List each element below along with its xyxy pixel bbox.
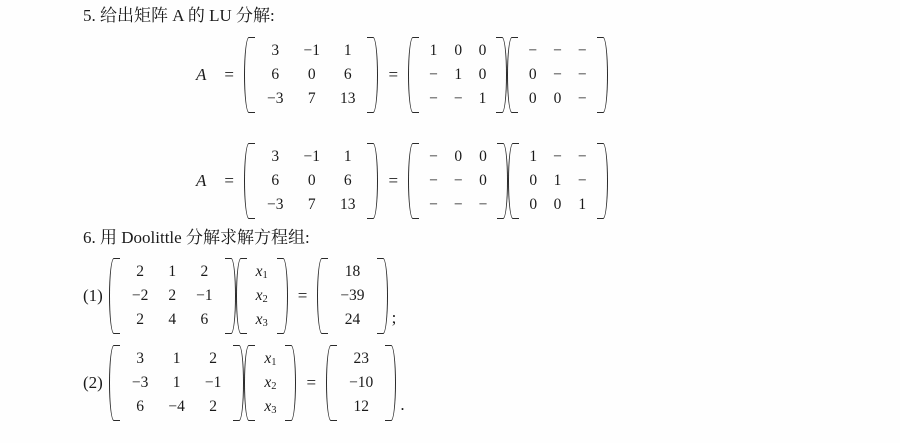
matrix-cell: 0 bbox=[528, 66, 537, 83]
matrix-label-A: A bbox=[196, 171, 207, 190]
matrix-cell: 0 bbox=[478, 66, 487, 83]
matrix-cell: 0 bbox=[528, 90, 537, 107]
matrix-cell: − bbox=[453, 172, 463, 189]
matrix-U bbox=[508, 143, 607, 219]
matrix-cell: − bbox=[577, 90, 587, 107]
item-label: (1) bbox=[83, 286, 103, 305]
matrix-cell: 0 bbox=[553, 196, 562, 213]
matrix-cell: − bbox=[429, 172, 438, 189]
matrix-cell: 0 bbox=[307, 66, 316, 83]
matrix-cell: 3 bbox=[136, 350, 144, 367]
equation-row-6-1 bbox=[83, 258, 396, 334]
matrix-cell: 1 bbox=[172, 350, 181, 367]
coefficient-matrix bbox=[109, 258, 236, 334]
equals-sign: = bbox=[388, 65, 399, 84]
matrix-cell: − bbox=[453, 90, 463, 107]
matrix-cell: − bbox=[553, 148, 562, 165]
matrix-cell: − bbox=[429, 148, 438, 165]
vector-cell: x3 bbox=[255, 311, 268, 329]
matrix-cell: 1 bbox=[529, 148, 538, 165]
matrix-cell: −3 bbox=[266, 90, 284, 107]
matrix-cell: 6 bbox=[343, 172, 352, 189]
equals-sign: = bbox=[306, 373, 317, 392]
matrix-cell: −1 bbox=[204, 374, 222, 391]
matrix-cell: 1 bbox=[578, 196, 587, 213]
vector-cell: x2 bbox=[255, 287, 268, 305]
matrix-cell: 6 bbox=[271, 172, 280, 189]
matrix-cell: −3 bbox=[131, 374, 149, 391]
vector-cell: x1 bbox=[255, 263, 268, 281]
matrix-cell: 0 bbox=[529, 196, 538, 213]
matrix-cell: 7 bbox=[307, 196, 316, 213]
matrix-L bbox=[408, 37, 507, 113]
matrix-cell: 1 bbox=[172, 374, 181, 391]
matrix-cell: −4 bbox=[168, 398, 185, 415]
matrix-cell: 2 bbox=[168, 287, 177, 304]
matrix-cell: 0 bbox=[307, 172, 316, 189]
matrix-cell: 2 bbox=[136, 311, 144, 328]
matrix-cell: 3 bbox=[271, 42, 280, 59]
matrix-cell: 6 bbox=[136, 398, 144, 415]
matrix-cell: 0 bbox=[553, 90, 562, 107]
vector-cell: 24 bbox=[344, 311, 361, 328]
matrix-cell: −1 bbox=[196, 287, 213, 304]
matrix-cell: 0 bbox=[454, 42, 463, 59]
coefficient-matrix bbox=[109, 345, 245, 421]
vector-cell: 18 bbox=[344, 263, 361, 280]
matrix-cell: − bbox=[478, 196, 488, 213]
matrix-cell: 1 bbox=[429, 42, 438, 59]
vector-cell: −39 bbox=[340, 287, 365, 304]
matrix-label-A: A bbox=[196, 65, 207, 84]
matrix-cell: − bbox=[429, 66, 438, 83]
matrix-cell: − bbox=[453, 196, 463, 213]
unknown-vector bbox=[236, 258, 288, 334]
matrix-U bbox=[507, 37, 607, 113]
item-label: (2) bbox=[83, 373, 103, 392]
matrix-cell: − bbox=[577, 148, 587, 165]
equation-row-5-1 bbox=[196, 37, 608, 113]
vector-cell: x2 bbox=[264, 374, 277, 392]
matrix-cell: 6 bbox=[271, 66, 280, 83]
matrix-cell: 0 bbox=[479, 148, 487, 165]
matrix-cell: 2 bbox=[200, 263, 209, 280]
unknown-vector bbox=[244, 345, 296, 421]
punctuation: ; bbox=[391, 308, 397, 327]
equation-row-6-2 bbox=[83, 345, 405, 421]
matrix-cell: −1 bbox=[303, 148, 320, 165]
matrix-cell: 0 bbox=[529, 172, 538, 189]
matrix-cell: − bbox=[429, 196, 438, 213]
rhs-vector bbox=[317, 258, 387, 334]
vector-cell: 23 bbox=[353, 350, 369, 367]
matrix-cell: − bbox=[577, 66, 587, 83]
equals-sign: = bbox=[388, 171, 399, 190]
matrix-cell: − bbox=[429, 90, 438, 107]
matrix-cell: 3 bbox=[271, 148, 280, 165]
vector-cell: 12 bbox=[353, 398, 369, 415]
matrix-cell: 2 bbox=[209, 350, 217, 367]
matrix-cell: 1 bbox=[454, 66, 463, 83]
matrix-cell: 1 bbox=[343, 148, 352, 165]
matrix-cell: 0 bbox=[454, 148, 463, 165]
matrix-cell: −1 bbox=[303, 42, 320, 59]
matrix-cell: 2 bbox=[209, 398, 217, 415]
matrix-cell: − bbox=[528, 42, 538, 59]
matrix-A bbox=[244, 143, 379, 219]
matrix-A bbox=[244, 37, 379, 113]
matrix-cell: 0 bbox=[479, 172, 487, 189]
equals-sign: = bbox=[224, 65, 234, 84]
punctuation: . bbox=[400, 395, 405, 414]
matrix-cell: 1 bbox=[343, 42, 352, 59]
vector-cell: x1 bbox=[264, 350, 277, 368]
matrix-cell: 1 bbox=[553, 172, 562, 189]
matrix-cell: 2 bbox=[136, 263, 144, 280]
matrix-cell: 6 bbox=[200, 311, 209, 328]
matrix-cell: − bbox=[577, 172, 587, 189]
vector-cell: −10 bbox=[349, 374, 374, 391]
matrix-cell: 13 bbox=[339, 90, 356, 107]
matrix-L bbox=[408, 143, 508, 219]
matrix-cell: 4 bbox=[168, 311, 177, 328]
matrix-cell: −3 bbox=[266, 196, 284, 213]
problem-6-text: 6. 用 Doolittle 分解求解方程组: bbox=[83, 228, 310, 247]
vector-cell: x3 bbox=[264, 398, 277, 416]
matrix-cell: 6 bbox=[343, 66, 352, 83]
matrix-cell: −2 bbox=[131, 287, 149, 304]
matrix-cell: 0 bbox=[478, 42, 487, 59]
matrix-cell: 13 bbox=[339, 196, 356, 213]
matrix-cell: 1 bbox=[168, 263, 177, 280]
matrix-cell: − bbox=[577, 42, 587, 59]
rhs-vector bbox=[326, 345, 396, 421]
equation-row-5-2 bbox=[196, 143, 608, 219]
equals-sign: = bbox=[297, 286, 308, 305]
matrix-cell: − bbox=[553, 66, 562, 83]
problem-5-text: 5. 给出矩阵 A 的 LU 分解: bbox=[83, 6, 275, 25]
matrix-cell: 7 bbox=[307, 90, 316, 107]
matrix-cell: − bbox=[553, 42, 562, 59]
equals-sign: = bbox=[224, 171, 234, 190]
matrix-cell: 1 bbox=[478, 90, 487, 107]
